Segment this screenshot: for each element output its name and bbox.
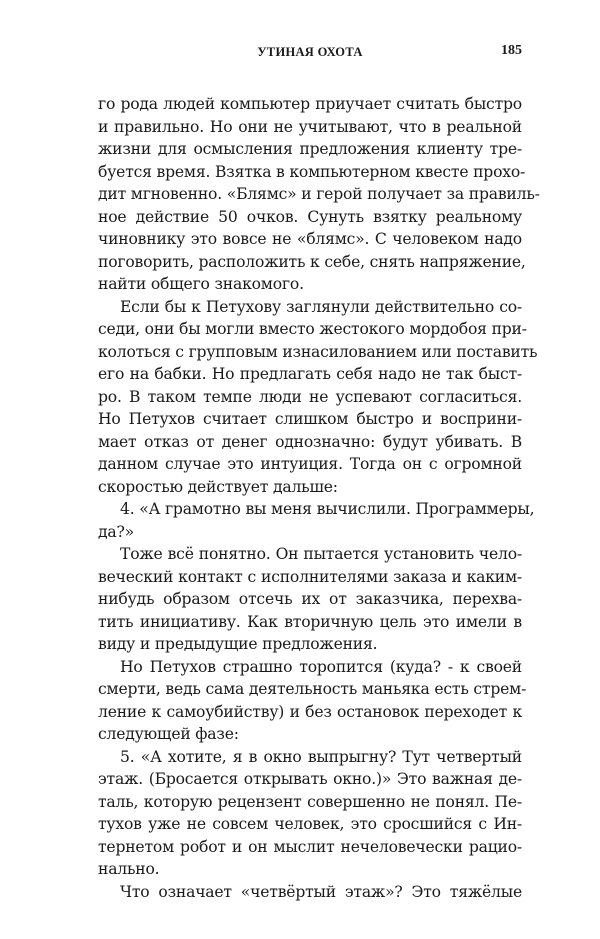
paragraph (98, 296, 538, 499)
text-line: смерти, ведь сама деятельность маньяка есть стрем- (98, 680, 527, 698)
page-number: 185 (501, 43, 522, 58)
text-line: следующей фазе: (98, 725, 239, 743)
text-line: тухов уже не совсем человек, это сросшийся с Ин- (98, 815, 522, 833)
text-line: Если бы к Петухову заглянули действительно со- (120, 297, 522, 316)
text-line: чиновнику это вовсе не «блямс». С человеком надо (98, 230, 522, 248)
text-line: Но Петухов считает слишком быстро и восприни- (98, 410, 522, 428)
text-line: дит мгновенно. «Блямс» и герой получает за правиль- (98, 185, 540, 203)
paragraph (98, 93, 540, 296)
text-line: данном случае это интуиция. Тогда он с огромной (98, 455, 522, 473)
paragraph (98, 881, 522, 904)
text-line: нибудь образом отсечь их от заказчика, перехва- (98, 590, 522, 608)
body-text (98, 93, 540, 903)
page-header (98, 42, 522, 62)
text-line: 4. «А грамотно вы меня вычислили. Программеры, (120, 500, 535, 518)
text-line: Но Петухов страшно торопится (куда? - к своей (120, 657, 522, 676)
text-line: мает отказ от денег однозначно: будут убивать. В (98, 432, 522, 451)
text-line: виду и предыдущие предложения. (98, 635, 378, 653)
text-line: колоться с групповым изнасилованием или поставить (98, 342, 538, 361)
text-line: поговорить, расположить к себе, снять напряжение, (98, 252, 526, 271)
text-line: ро. В таком темпе люди не успевают согласиться. (98, 387, 522, 406)
text-line: ление к самоубийству) и без остановок переходет к (98, 702, 522, 721)
paragraph (98, 498, 535, 543)
running-title: УТИНАЯ ОХОТА (257, 45, 363, 59)
text-line: нально. (98, 860, 160, 878)
text-line: Тоже всё понятно. Он пытается установить чело- (120, 545, 522, 563)
text-line: 5. «А хотите, я в окно выпрыгну? Тут четвертый (120, 747, 522, 766)
text-line: скоростью действует дальше: (98, 477, 338, 496)
text-line: Что означает «четвёртый этаж»? Это тяжёлые (120, 882, 522, 901)
text-line: найти общего знакомого. (98, 275, 304, 293)
text-line: го рода людей компьютер приучает считать быстро (98, 95, 522, 113)
text-line: жизни для осмысления предложения клиенту тре- (98, 140, 522, 158)
text-line: буется время. Взятка в компьютерном квесте прохо- (98, 162, 526, 181)
text-line: веческий контакт с исполнителями заказа и каким- (98, 567, 522, 586)
text-line: седи, они бы могли вместо жестокого мордобоя при- (98, 320, 527, 338)
text-line: да?» (98, 522, 134, 541)
text-line: таль, которую рецензент совершенно не понял. Пе- (98, 792, 522, 811)
paragraph (98, 746, 522, 881)
paragraph (98, 656, 527, 746)
text-line: тернетом робот и он мыслит нечеловечески рацио- (98, 837, 522, 856)
text-line: ное действие 50 очков. Сунуть взятку реальному (98, 207, 522, 226)
text-line: этаж. (Бросается открывать окно.)» Это важная де- (98, 770, 522, 788)
paragraph (98, 543, 522, 656)
text-line: тить инициативу. Как вторичную цель это имели в (98, 612, 522, 631)
text-line: и правильно. Но они не учитывают, что в реальной (98, 117, 522, 136)
text-line: его на бабки. Но предлагать себя надо не так быст- (98, 365, 522, 383)
